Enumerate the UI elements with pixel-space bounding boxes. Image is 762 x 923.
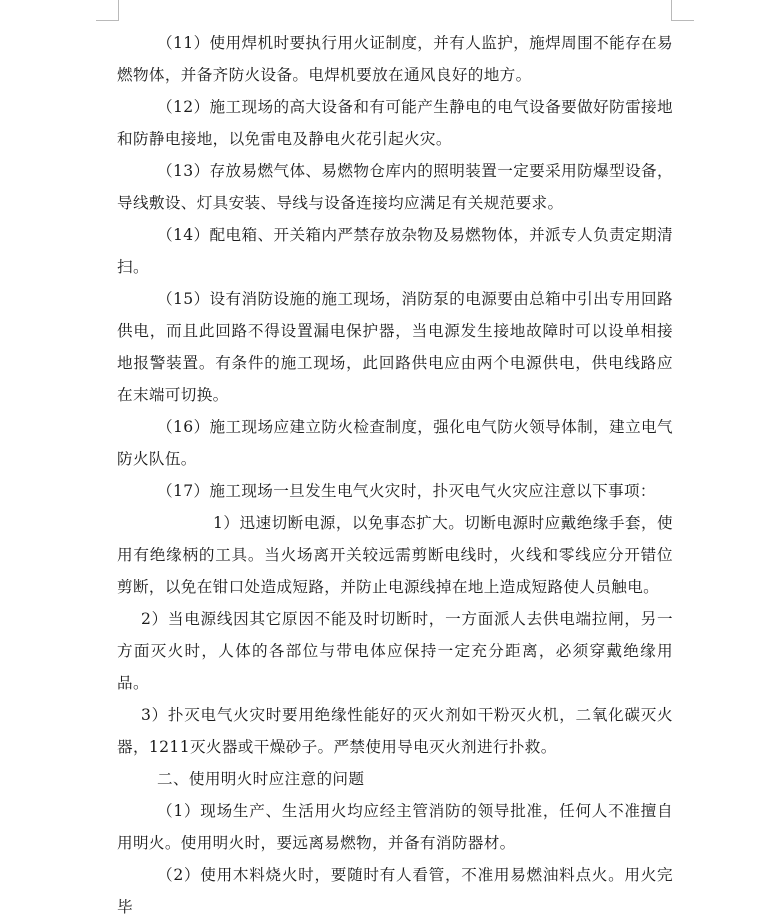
paragraph-open-fire-1: （1）现场生产、生活用火均应经主管消防的领导批准，任何人不准擅自用明火。使用明火时，要远离易燃物，并备有消防器材。 [117, 802, 673, 852]
paragraph-item-11: （11）使用焊机时要执行用火证制度，并有人监护，施焊周围不能存在易燃物体，并备齐防火设备。电焊机要放在通风良好的地方。 [117, 34, 673, 84]
margin-corner-mark-right [671, 0, 694, 21]
paragraph-open-fire-2: （2）使用木料烧火时，要随时有人看管，不准用易燃油料点火。用火完毕 [117, 866, 673, 916]
paragraph-subitem-3: 3）扑灭电气火灾时要用绝缘性能好的灭火剂如干粉灭火机，二氧化碳灭火器，1211灭火器或干燥砂子。严禁使用导电灭火剂进行扑救。 [117, 706, 673, 756]
paragraph-item-14: （14）配电箱、开关箱内严禁存放杂物及易燃物体，并派专人负责定期清扫。 [117, 226, 673, 276]
paragraph-subitem-2: 2）当电源线因其它原因不能及时切断时，一方面派人去供电端拉闸，另一方面灭火时，人体的各部位与带电体应保持一定充分距离，必须穿戴绝缘用品。 [117, 610, 673, 692]
margin-corner-mark-left [96, 0, 119, 21]
paragraph-item-16: （16）施工现场应建立防火检查制度，强化电气防火领导体制，建立电气防火队伍。 [117, 418, 673, 468]
paragraph-subitem-1: 1）迅速切断电源，以免事态扩大。切断电源时应戴绝缘手套，使用有绝缘柄的工具。当火场离开关较远需剪断电线时，火线和零线应分开错位剪断，以免在钳口处造成短路，并防止电源线掉在地上造成短路使人员触电。 [117, 514, 673, 596]
document-body[interactable] [117, 27, 673, 923]
paragraph-item-17: （17）施工现场一旦发生电气火灾时，扑灭电气火灾应注意以下事项： [157, 482, 656, 500]
paragraph-item-13: （13）存放易燃气体、易燃物仓库内的照明装置一定要采用防爆型设备，导线敷设、灯具安装、导线与设备连接均应满足有关规范要求。 [117, 162, 673, 212]
paragraph-item-15: （15）设有消防设施的施工现场，消防泵的电源要由总箱中引出专用回路供电，而且此回路不得设置漏电保护器，当电源发生接地故障时可以设单相接地报警装置。有条件的施工现场，此回路供电应由两个电源供电，供电线路应在末端可切换。 [117, 290, 673, 404]
section-heading: 二、使用明火时应注意的问题 [157, 770, 365, 788]
paragraph-item-12: （12）施工现场的高大设备和有可能产生静电的电气设备要做好防雷接地和防静电接地，以免雷电及静电火花引起火灾。 [117, 98, 673, 148]
